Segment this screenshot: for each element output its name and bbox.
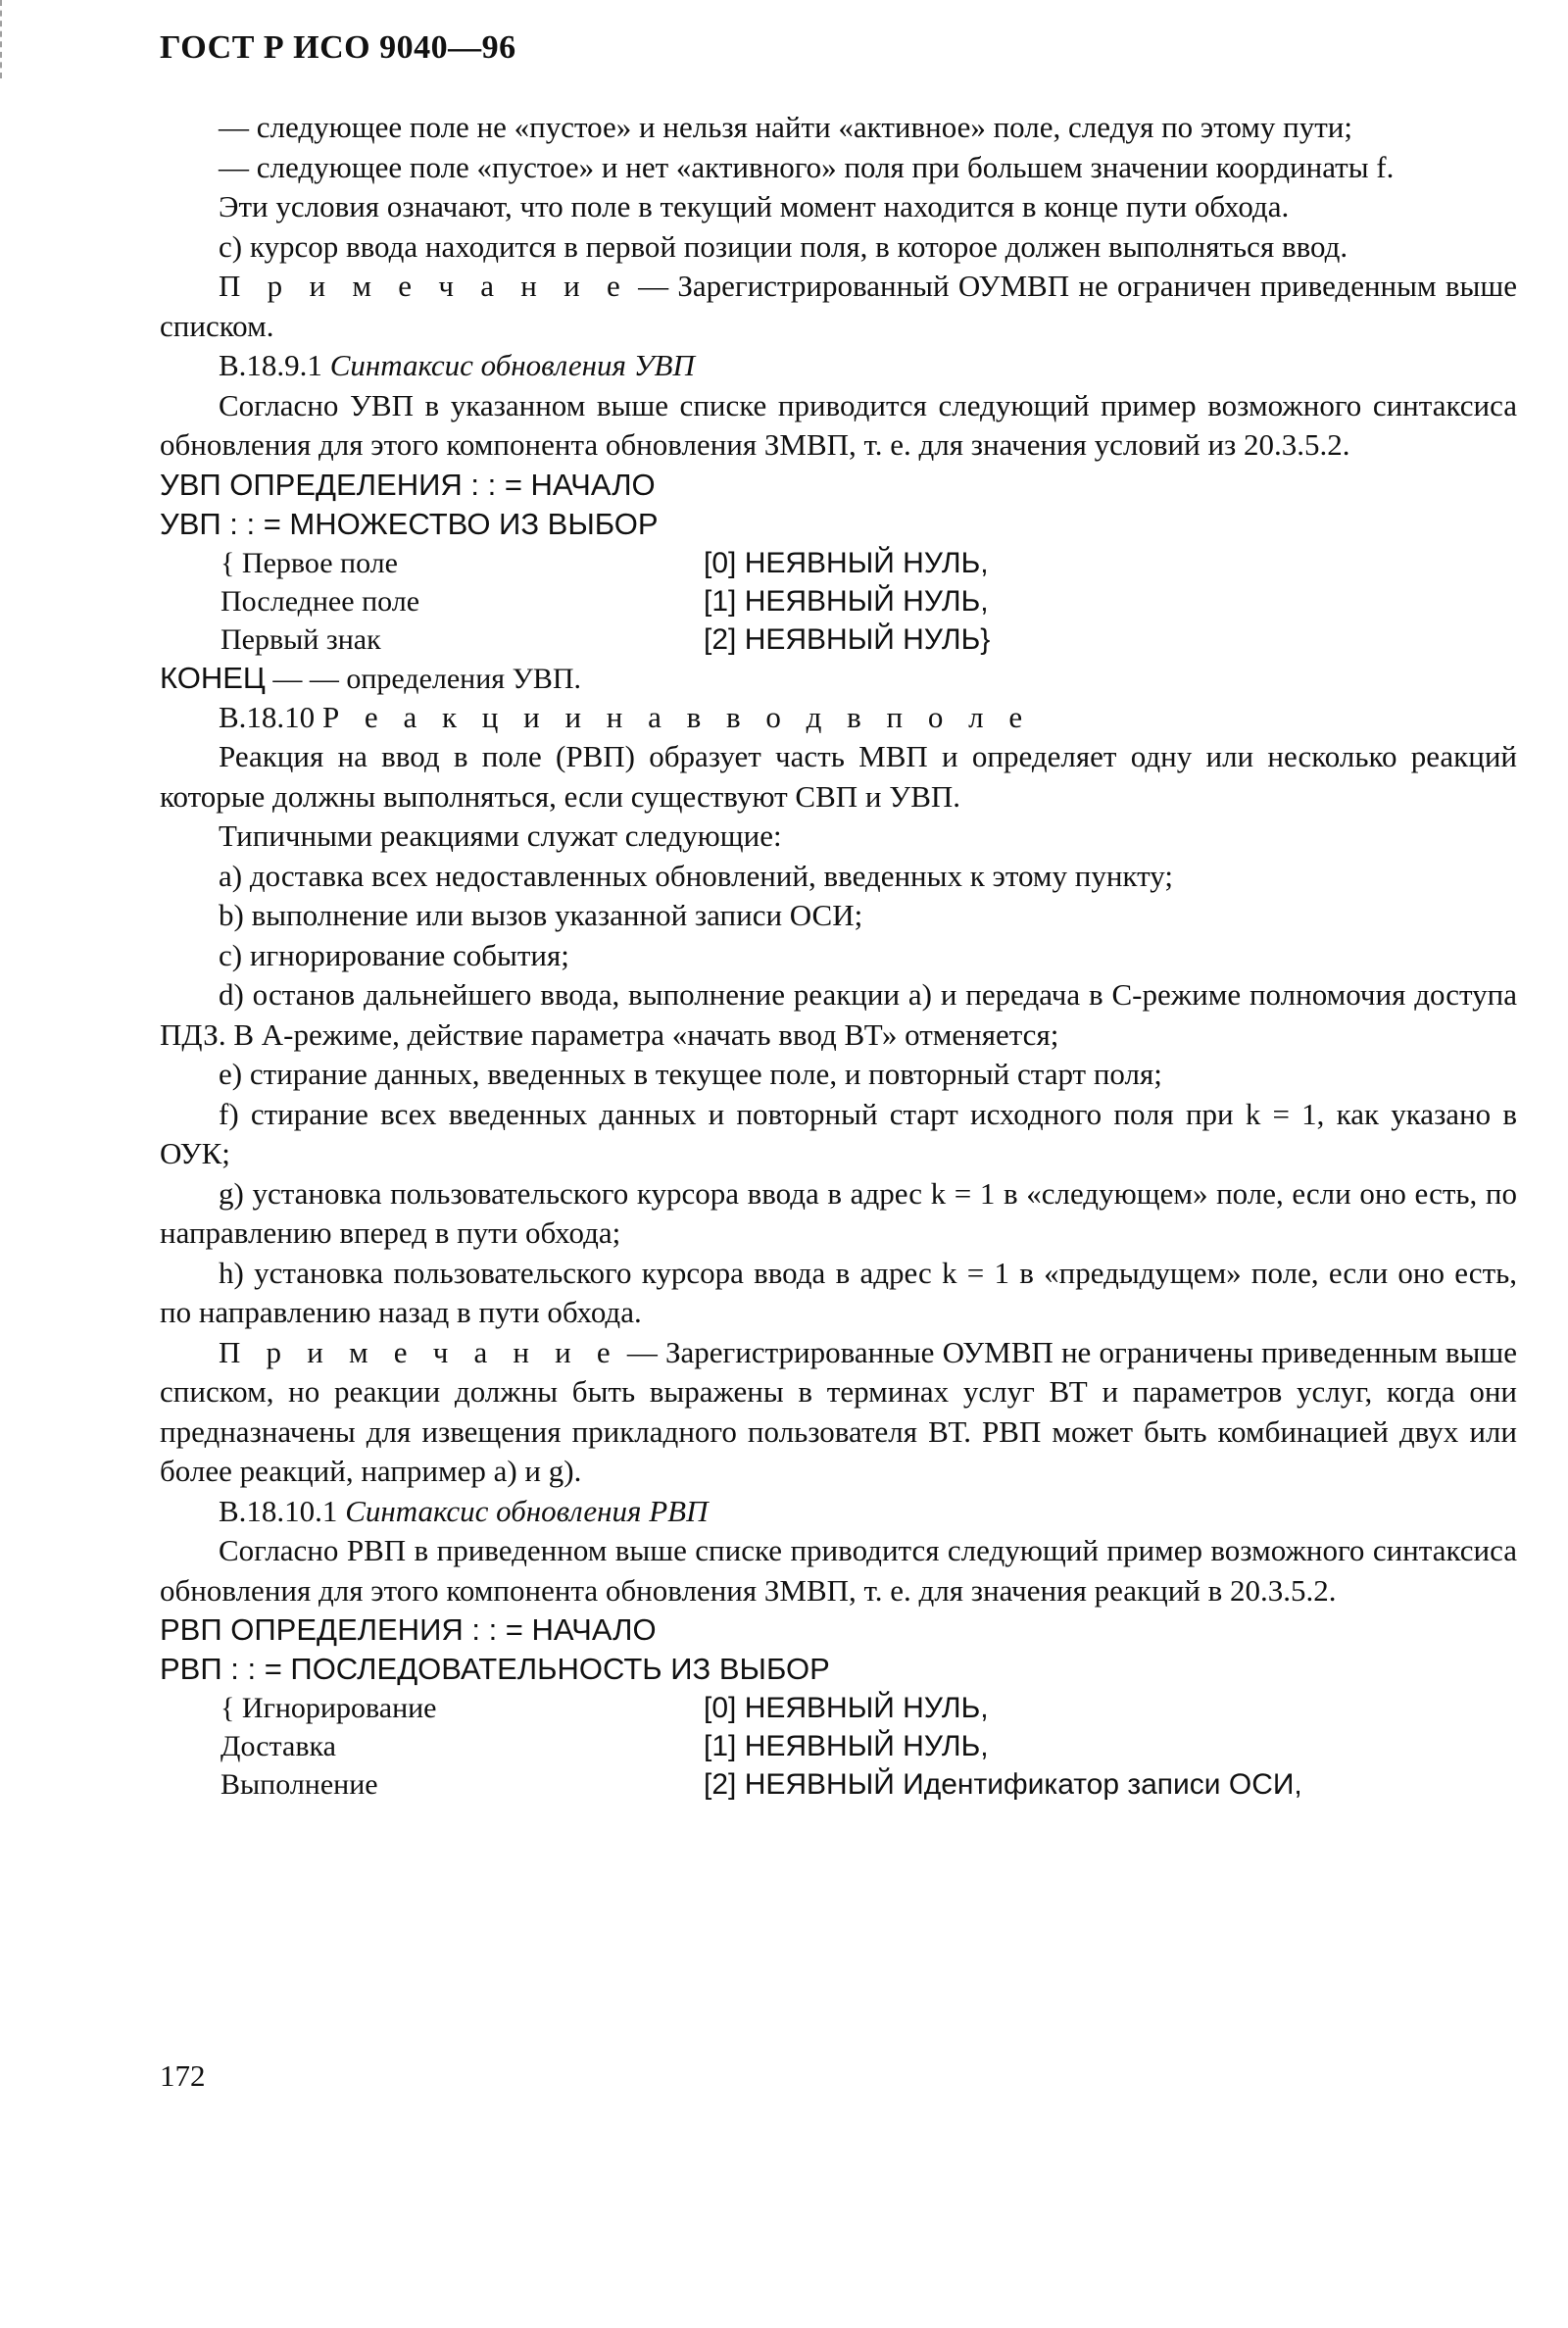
code-row-field: { Первое поле — [220, 546, 398, 579]
code-line: УВП : : = МНОЖЕСТВО ИЗ ВЫБОР — [160, 506, 659, 541]
section-heading — [160, 698, 1517, 738]
code-row — [160, 1765, 1517, 1804]
list-item: — следующее поле «пустое» и нет «активного» поля при большем значении координаты f. — [219, 149, 1395, 184]
code-end-comment: — — определения УВП. — [265, 662, 581, 695]
paragraph: Реакция на ввод в поле (РВП) образует часть МВП и определяет одну или несколько реакций которые должны выполняться, если существуют СВП и УВП. — [160, 739, 1517, 814]
code-row-field: { Игнорирование — [220, 1692, 437, 1724]
section-heading — [160, 346, 1517, 386]
code-row-field: Доставка — [220, 1730, 336, 1762]
code-row — [160, 544, 1517, 582]
page-header: ГОСТ Р ИСО 9040—96 — [160, 29, 516, 66]
code-row-type: [2] НЕЯВНЫЙ НУЛЬ} — [704, 622, 991, 656]
section-heading — [160, 1492, 1517, 1532]
code-line: РВП : : = ПОСЛЕДОВАТЕЛЬНОСТЬ ИЗ ВЫБОР — [160, 1652, 830, 1686]
note-label: П р и м е ч а н и е — [219, 1334, 619, 1369]
paragraph: Эти условия означают, что поле в текущий момент находится в конце пути обхода. — [219, 189, 1290, 223]
code-row — [160, 1689, 1517, 1727]
code-row-type: [0] НЕЯВНЫЙ НУЛЬ, — [704, 546, 989, 579]
code-row-type: [2] НЕЯВНЫЙ Идентификатор записи ОСИ, — [704, 1768, 1302, 1801]
note-text: — Зарегистрированный ОУМВП не ограничен приведенным выше списком. — [160, 269, 1517, 343]
section-title: Р е а к ц и и н а в в о д в п о л е — [321, 699, 1032, 734]
code-line: УВП ОПРЕДЕЛЕНИЯ : : = НАЧАЛО — [160, 467, 656, 502]
page-number: 172 — [160, 2058, 206, 2093]
code-row-field: Первый знак — [220, 622, 381, 656]
note-text: — Зарегистрированные ОУМВП не ограничены приведенным выше списком, но реакции должны быть выражены в терминах услуг ВТ и параметров услуг, когда они предназначены для извещения прикладного пользователя ВТ. РВП может быть комбинацией двух или более реакций, например а) и g). — [160, 1334, 1517, 1488]
code-row-type: [1] НЕЯВНЫЙ НУЛЬ, — [704, 584, 989, 618]
section-title: Синтаксис обновления УВП — [329, 348, 695, 382]
list-item: g) установка пользовательского курсора ввода в адрес k = 1 в «следующем» поле, если оно есть, по направлению вперед в пути обхода; — [160, 1175, 1517, 1250]
code-row — [160, 620, 1517, 659]
code-line — [160, 659, 1517, 698]
list-item: f) стирание всех введенных данных и повторный старт исходного поля при k = 1, как указано в ОУК; — [160, 1096, 1517, 1170]
section-number: В.18.10.1 — [219, 1493, 346, 1528]
note-label: П р и м е ч а н и е — [219, 269, 629, 303]
code-row — [160, 1727, 1517, 1765]
list-item: d) останов дальнейшего ввода, выполнение реакции а) и передача в С-режиме полномочия доступа ПДЗ. В А-режиме, действие параметра «начать ввод ВТ» отменяется; — [160, 977, 1517, 1052]
list-item: c) курсор ввода находится в первой позиции поля, в которое должен выполняться ввод. — [219, 228, 1348, 264]
paragraph: Согласно УВП в указанном выше списке приводится следующий пример возможного синтаксиса обновления для этого компонента обновления ЗМВП, т. е. для значения условий из 20.3.5.2. — [160, 387, 1517, 462]
code-row — [160, 582, 1517, 620]
section-number: В.18.10 — [219, 699, 322, 734]
document-body — [160, 108, 1517, 1804]
list-item: — следующее поле не «пустое» и нельзя найти «активное» поле, следуя по этому пути; — [219, 110, 1352, 144]
code-row-field: Выполнение — [220, 1768, 378, 1801]
section-title: Синтаксис обновления РВП — [345, 1493, 709, 1528]
note — [160, 1333, 1517, 1492]
paragraph: Согласно РВП в приведенном выше списке приводится следующий пример возможного синтаксиса обновления для этого компонента обновления ЗМВП, т. е. для значения реакций в 20.3.5.2. — [160, 1533, 1517, 1608]
scan-edge-mark — [0, 0, 5, 78]
section-number: В.18.9.1 — [219, 348, 330, 382]
code-end-keyword: КОНЕЦ — [160, 660, 266, 695]
code-line: РВП ОПРЕДЕЛЕНИЯ : : = НАЧАЛО — [160, 1612, 657, 1647]
note — [160, 267, 1517, 346]
code-row-field: Последнее поле — [220, 584, 420, 618]
code-row-type: [1] НЕЯВНЫЙ НУЛЬ, — [704, 1730, 989, 1762]
paragraph: Типичными реакциями служат следующие: — [219, 818, 782, 853]
list-item: h) установка пользовательского курсора ввода в адрес k = 1 в «предыдущем» поле, если оно есть, по направлению назад в пути обхода. — [160, 1255, 1517, 1329]
list-item: e) стирание данных, введенных в текущее поле, и повторный старт поля; — [219, 1057, 1162, 1091]
list-item: b) выполнение или вызов указанной записи ОСИ; — [219, 898, 863, 932]
code-row-type: [0] НЕЯВНЫЙ НУЛЬ, — [704, 1692, 989, 1724]
list-item: a) доставка всех недоставленных обновлений, введенных к этому пункту; — [219, 858, 1173, 893]
list-item: c) игнорирование события; — [219, 937, 569, 972]
